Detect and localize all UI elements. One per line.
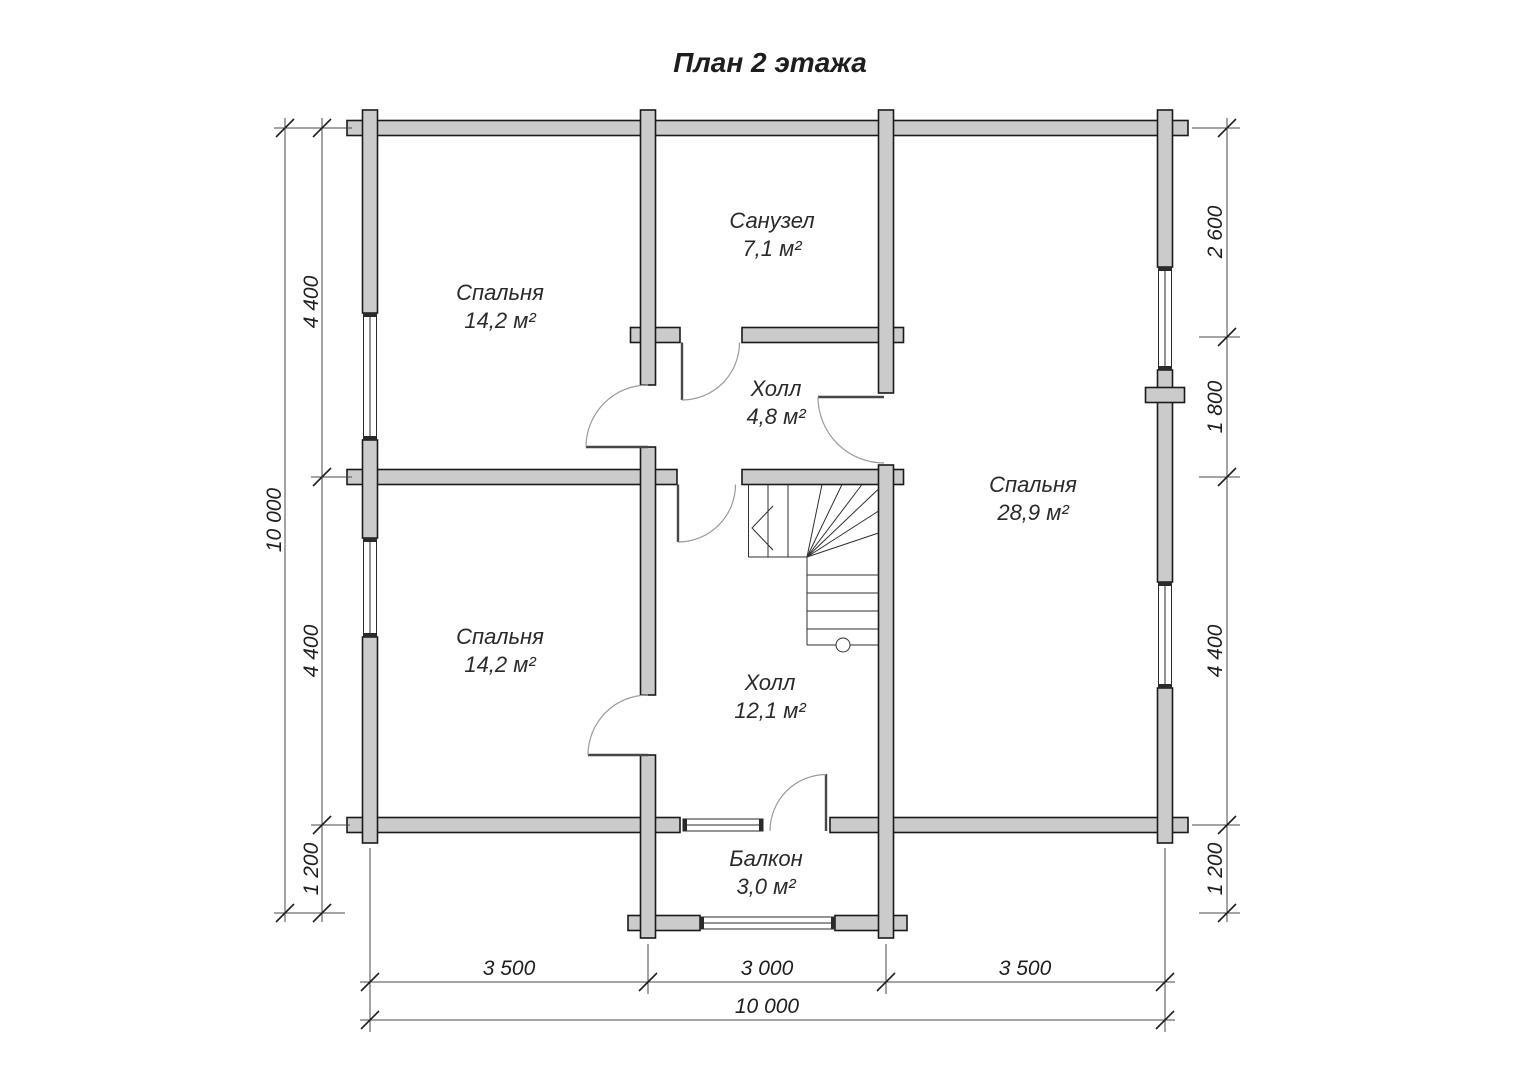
door-bedroom-bottom-left	[588, 695, 648, 755]
dim-bottom-segment-1: 3 500	[482, 957, 536, 980]
room-name: Холл	[744, 670, 796, 695]
window-left-lower	[364, 538, 377, 637]
room-name: Спальня	[456, 624, 544, 649]
room-name: Спальня	[456, 280, 544, 305]
room-area: 3,0 м²	[736, 874, 796, 899]
room-labels	[456, 208, 1077, 899]
room-area: 28,9 м²	[997, 500, 1069, 525]
room-area: 14,2 м²	[464, 652, 536, 677]
room-name: Санузел	[729, 208, 815, 233]
dim-right-segment-3: 4 400	[1204, 624, 1227, 678]
window-balcony-wall	[683, 819, 763, 831]
door-bedroom-top-left	[586, 385, 648, 447]
stair-direction-mark	[752, 506, 773, 550]
dim-right-segment-2: 1 800	[1204, 380, 1227, 434]
dim-left-segment-1: 4 400	[300, 275, 323, 329]
dim-right-segment-4: 1 200	[1204, 842, 1227, 896]
room-label-hall-big	[734, 670, 806, 723]
window-right-upper	[1159, 267, 1172, 370]
dim-right-segment-1: 2 600	[1204, 205, 1227, 259]
dim-left-segment-3: 1 200	[300, 842, 323, 896]
staircase	[749, 485, 879, 653]
room-label-bedroom-top-left	[456, 280, 544, 333]
door-hall-to-hall	[678, 485, 736, 543]
dim-left-segment-2: 4 400	[300, 624, 323, 678]
page-title: План 2 этажа	[673, 47, 867, 78]
room-area: 7,1 м²	[742, 236, 802, 261]
dim-bottom-segment-2: 3 000	[740, 957, 794, 980]
room-area: 14,2 м²	[464, 308, 536, 333]
room-label-balcony	[729, 846, 802, 899]
stair-newel-post	[836, 638, 850, 652]
room-label-hall-small	[746, 376, 806, 429]
room-name: Спальня	[989, 472, 1077, 497]
dim-bottom-total: 10 000	[734, 995, 800, 1018]
room-area: 12,1 м²	[734, 698, 806, 723]
door-sanuzel	[682, 343, 740, 401]
door-bedroom-right	[818, 397, 884, 463]
dim-bottom-segment-3: 3 500	[998, 957, 1052, 980]
room-area: 4,8 м²	[746, 404, 806, 429]
dim-left-total: 10 000	[263, 487, 286, 553]
room-label-sanuzel	[729, 208, 814, 261]
door-balcony	[770, 774, 826, 831]
window-left-upper	[364, 313, 377, 440]
doors	[586, 343, 884, 832]
room-label-bedroom-right	[989, 472, 1077, 525]
room-label-bedroom-bottom-left	[456, 624, 544, 677]
room-name: Балкон	[729, 846, 803, 871]
room-name: Холл	[750, 376, 802, 401]
window-right-lower	[1159, 582, 1172, 688]
window-balcony-rail	[700, 917, 835, 929]
